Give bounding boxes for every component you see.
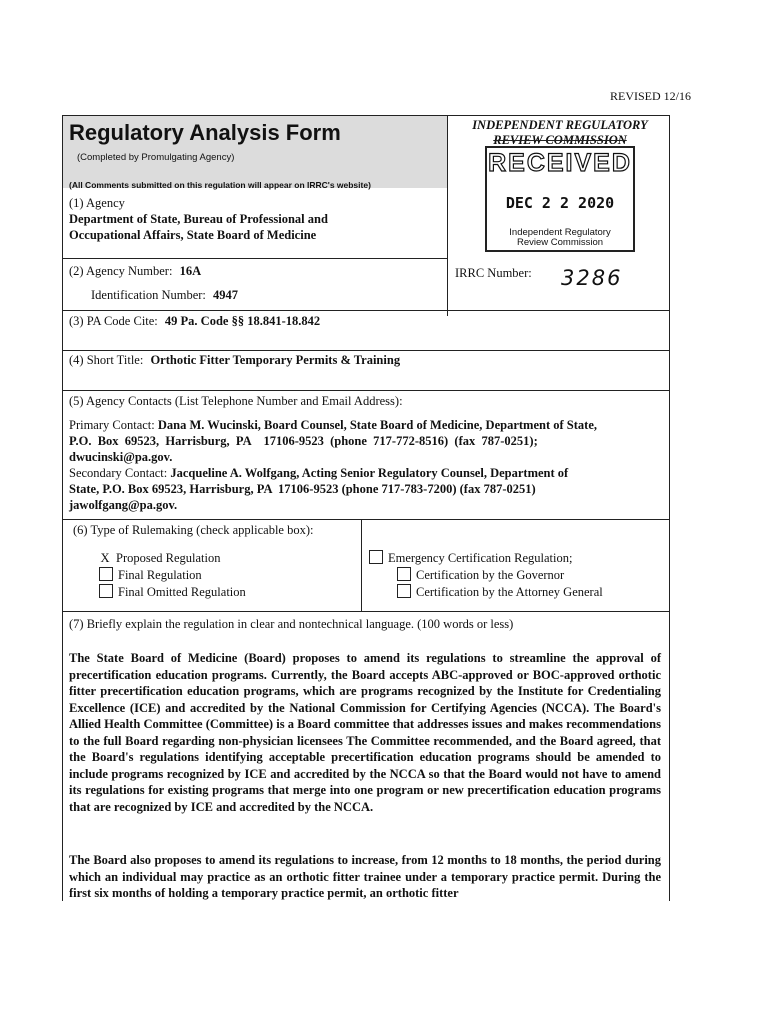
agency-label: (1) Agency xyxy=(69,196,125,210)
received-stamp xyxy=(485,146,635,252)
primary-contact-text: Dana M. Wucinski, Board Counsel, State Board of Medicine, Department of State, xyxy=(157,418,597,432)
option-certification-governor[interactable] xyxy=(397,567,564,583)
secondary-contact-label: Secondary Contact: xyxy=(69,466,168,480)
form-note: (All Comments submitted on this regulation will appear on IRRC's website) xyxy=(69,180,371,190)
regulatory-analysis-form xyxy=(62,115,670,901)
identification-number-row xyxy=(91,287,238,303)
form-subtitle: (Completed by Promulgating Agency) xyxy=(77,152,235,163)
option-final-omitted-regulation[interactable] xyxy=(99,584,246,600)
agency-name-line2: Occupational Affairs, State Board of Medicine xyxy=(69,228,317,242)
certification-governor-checkbox[interactable] xyxy=(397,567,411,581)
emergency-certification-label: Emergency Certification Regulation; xyxy=(388,551,573,565)
revised-date: REVISED 12/16 xyxy=(610,89,691,103)
stamp-organization xyxy=(487,228,633,248)
short-title-label: (4) Short Title: xyxy=(69,353,144,367)
irrc-heading-line1: INDEPENDENT REGULATORY xyxy=(472,118,648,132)
certification-ag-checkbox[interactable] xyxy=(397,584,411,598)
explain-paragraph-1: The State Board of Medicine (Board) proposes to amend its regulations to streamline the approval of precertification education programs. Currently, the Board accepts ABC-approved or BOC-approved orthotic fitter precertification education programs, which are programs recognized by the Institute for Credentialing Excellence (ICE) and accredited by the National Commission for Certifying Agencies (NCCA). The Board's Allied Health Committee (Committee) is a Board committee that addresses issues and makes recommendations to the full Board regarding non-physician licensees The Committee recommended, and the Board agreed, that the Board's regulations identifying acceptable precertification education programs should be amended to include programs recognized by ICE and accredited by the NCCA so that the Board would not have to amend its regulations for existing programs that merge into one program or new precertification education programs that are recognized by ICE and accredited by the NCCA. xyxy=(69,651,661,814)
checked-x-mark: X xyxy=(100,551,110,565)
irrc-number-value: 3286 xyxy=(561,266,623,290)
option-certification-attorney-general[interactable] xyxy=(397,584,603,600)
identification-number-label: Identification Number: xyxy=(91,288,206,302)
certification-governor-label: Certification by the Governor xyxy=(416,568,565,582)
secondary-contact-text: Jacqueline A. Wolfgang, Acting Senior Regulatory Counsel, Department of xyxy=(170,466,569,480)
option-emergency-certification[interactable] xyxy=(369,550,572,566)
form-title: Regulatory Analysis Form xyxy=(69,120,341,145)
secondary-contact-line2: State, P.O. Box 69523, Harrisburg, PA 17106-9523 (phone 717-783-7200) (fax 787-0251) xyxy=(69,482,536,496)
rulemaking-divider xyxy=(361,519,362,611)
stamp-date: DEC 2 2 2020 xyxy=(505,194,615,212)
secondary-contact-line1 xyxy=(69,465,568,481)
final-regulation-label: Final Regulation xyxy=(118,568,202,582)
primary-contact-email: dwucinski@pa.gov. xyxy=(69,450,173,464)
final-omitted-checkbox[interactable] xyxy=(99,584,113,598)
pa-code-row xyxy=(69,313,320,329)
contacts-label: (5) Agency Contacts (List Telephone Number and Email Address): xyxy=(69,394,403,408)
secondary-contact-email: jawolfgang@pa.gov. xyxy=(69,498,178,512)
irrc-number-label: IRRC Number: xyxy=(455,266,532,280)
short-title-value: Orthotic Fitter Temporary Permits & Training xyxy=(150,353,401,367)
form-title-block xyxy=(63,116,447,188)
row-divider-1 xyxy=(63,258,447,259)
option-final-regulation[interactable] xyxy=(99,567,202,583)
stamp-org-line2: Review Commission xyxy=(516,237,604,248)
pa-code-value: 49 Pa. Code §§ 18.841-18.842 xyxy=(164,314,321,328)
agency-name-line1: Department of State, Bureau of Professional and xyxy=(69,212,328,226)
primary-contact-label: Primary Contact: xyxy=(69,418,155,432)
option-proposed-regulation[interactable] xyxy=(99,550,221,566)
row-divider-2 xyxy=(63,310,669,311)
row-divider-5 xyxy=(63,519,669,520)
agency-number-label: (2) Agency Number: xyxy=(69,264,173,278)
identification-number-value: 4947 xyxy=(213,288,239,302)
explain-label: (7) Briefly explain the regulation in clear and nontechnical language. (100 words or less) xyxy=(69,617,514,631)
emergency-certification-checkbox[interactable] xyxy=(369,550,383,564)
certification-ag-label: Certification by the Attorney General xyxy=(416,585,603,599)
proposed-regulation-label: Proposed Regulation xyxy=(116,551,221,565)
stamp-received-word: RECEIVED xyxy=(488,149,632,177)
agency-number-row xyxy=(69,263,201,279)
primary-contact-line1 xyxy=(69,417,665,433)
stamp-org-line1: Independent Regulatory xyxy=(509,227,611,238)
explain-paragraph-2: The Board also proposes to amend its regulations to increase, from 12 months to 18 months, the period during which an individual may practice as an orthotic fitter trainee under a temporary practice permit. During the first six months of holding a temporary practice permit, an orthotic fitter xyxy=(69,853,661,900)
rulemaking-label: (6) Type of Rulemaking (check applicable box): xyxy=(73,523,314,537)
pa-code-label: (3) PA Code Cite: xyxy=(69,314,158,328)
irrc-heading xyxy=(455,118,665,148)
final-regulation-checkbox[interactable] xyxy=(99,567,113,581)
short-title-row xyxy=(69,352,400,368)
irrc-heading-line2: REVIEW COMMISSION xyxy=(493,133,627,147)
final-omitted-label: Final Omitted Regulation xyxy=(118,585,246,599)
primary-contact-line2: P.O. Box 69523, Harrisburg, PA 17106-9523 (phone 717-772-8516) (fax 787-0251); xyxy=(69,434,538,448)
row-divider-4 xyxy=(63,390,669,391)
header-divider xyxy=(447,116,448,316)
row-divider-6 xyxy=(63,611,669,612)
agency-number-value: 16A xyxy=(179,264,202,278)
row-divider-3 xyxy=(63,350,669,351)
